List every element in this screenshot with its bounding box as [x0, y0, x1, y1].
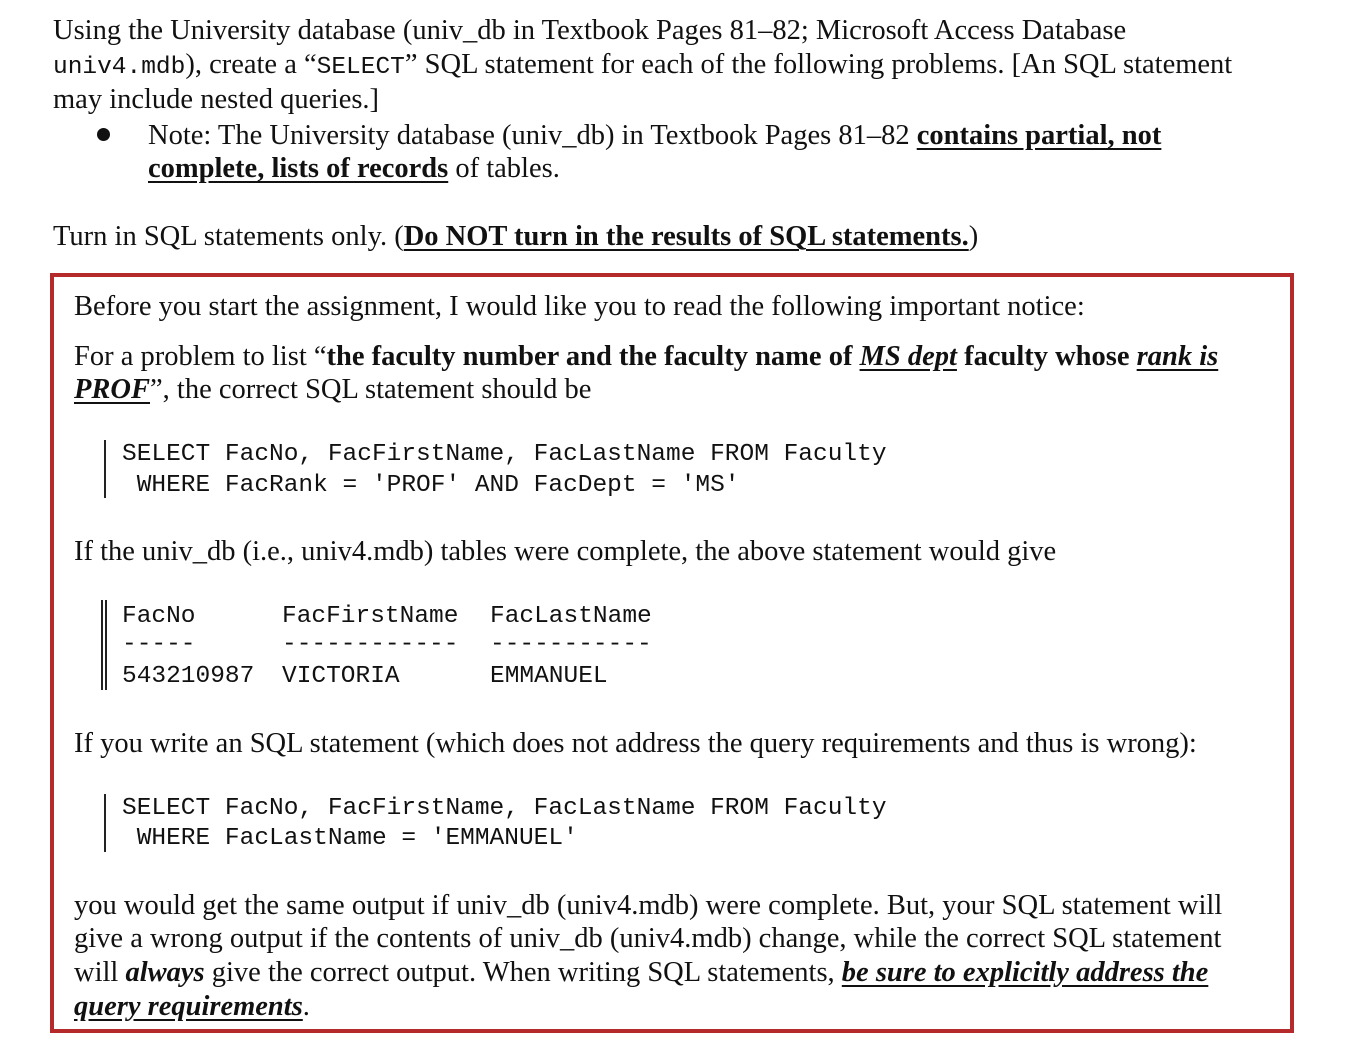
- turn-in-emphasis: Do NOT turn in the results of SQL statements.: [403, 221, 969, 252]
- final-text: give the correct output. When writing SQL statements,: [204, 957, 842, 988]
- correct-sql-line-1: SELECT FacNo, FacFirstName, FacLastName FROM Faculty: [122, 441, 887, 468]
- turn-in-text: ): [968, 221, 979, 252]
- result-cell-firstname: VICTORIA: [282, 663, 400, 690]
- problem-text: ”, the correct SQL statement should be: [150, 374, 592, 405]
- complete-text: [74, 535, 1056, 569]
- note-emphasis: contains partial, not: [916, 120, 1162, 151]
- final-emphasis: query requirements: [74, 991, 303, 1022]
- final-line-1: [74, 889, 1222, 923]
- problem-line-1: [74, 340, 1218, 374]
- final-text: give a wrong output if the contents of univ_db (univ4.mdb) change, while the correct SQL statement: [74, 923, 1222, 954]
- note-line-2: [148, 152, 560, 186]
- correct-sql-block: [104, 440, 106, 498]
- problem-bold: faculty whose: [956, 341, 1137, 372]
- wrong-text: [74, 727, 1197, 761]
- problem-prof: PROF: [74, 374, 151, 405]
- problem-text: For a problem to list “: [74, 341, 327, 372]
- result-header-facno: FacNo: [122, 603, 196, 630]
- problem-rank: rank is: [1136, 341, 1219, 372]
- result-dashes-facno: -----: [122, 631, 196, 658]
- intro-text: ” SQL statement for each of the following problems. [An SQL statement: [404, 49, 1233, 80]
- result-cell-lastname: EMMANUEL: [490, 663, 608, 690]
- problem-bold: the faculty number and the faculty name of: [326, 341, 860, 372]
- final-line-3: [74, 956, 1208, 990]
- result-table-block: [101, 600, 107, 690]
- turn-in-text: Turn in SQL statements only. (: [53, 221, 404, 252]
- wrong-sql-block: [104, 794, 106, 852]
- note-text: Note: The University database (univ_db) in Textbook Pages 81–82: [148, 120, 917, 151]
- final-emphasis: be sure to explicitly address the: [841, 957, 1209, 988]
- final-text: will: [74, 957, 126, 988]
- result-header-firstname: FacFirstName: [282, 603, 459, 630]
- final-line-4: [74, 990, 310, 1024]
- final-always: always: [125, 957, 205, 988]
- result-header-lastname: FacLastName: [490, 603, 652, 630]
- wrong-sql-line-1: SELECT FacNo, FacFirstName, FacLastName FROM Faculty: [122, 795, 887, 822]
- result-dashes-firstname: ------------: [282, 631, 459, 658]
- intro-text: may include nested queries.]: [53, 84, 380, 115]
- problem-line-2: [74, 373, 591, 407]
- complete-text-span: If the univ_db (i.e., univ4.mdb) tables were complete, the above statement would give: [74, 536, 1057, 567]
- turn-in-instruction: [53, 220, 978, 254]
- select-keyword: SELECT: [316, 54, 405, 81]
- intro-text: ), create a “: [185, 49, 317, 80]
- intro-line-1: [53, 14, 1126, 48]
- result-dashes-lastname: -----------: [490, 631, 652, 658]
- note-text: of tables.: [448, 153, 560, 184]
- final-text: you would get the same output if univ_db (univ4.mdb) were complete. But, your SQL statement will: [74, 890, 1223, 921]
- note-emphasis: complete, lists of records: [148, 153, 449, 184]
- notice-heading: [74, 290, 1085, 324]
- bullet-icon: [97, 128, 110, 141]
- note-line-1: [148, 119, 1161, 153]
- result-cell-facno: 543210987: [122, 663, 255, 690]
- wrong-sql-line-2: WHERE FacLastName = 'EMMANUEL': [122, 825, 578, 852]
- final-line-2: [74, 922, 1221, 956]
- correct-sql-line-2: WHERE FacRank = 'PROF' AND FacDept = 'MS': [122, 472, 740, 499]
- intro-line-2: [53, 48, 1232, 85]
- db-filename: univ4.mdb: [53, 54, 186, 81]
- problem-dept: MS dept: [859, 341, 957, 372]
- notice-heading-text: Before you start the assignment, I would like you to read the following important notice:: [74, 291, 1085, 322]
- wrong-text-span: If you write an SQL statement (which does not address the query requirements and thus is wrong):: [74, 728, 1197, 759]
- intro-line-3: [53, 83, 379, 117]
- final-text: .: [302, 991, 310, 1022]
- intro-text: Using the University database (univ_db in Textbook Pages 81–82; Microsoft Access Database: [53, 15, 1127, 46]
